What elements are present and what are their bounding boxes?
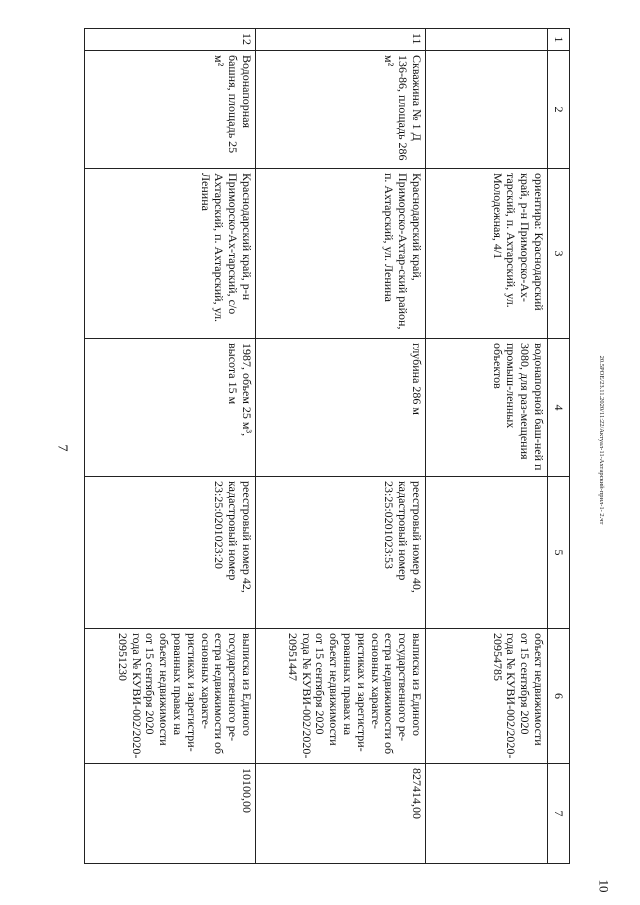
column-header: 6	[548, 629, 570, 764]
column-header: 7	[548, 764, 570, 864]
row-number-cell	[426, 29, 548, 51]
document-cell: выписка из Единого государственного ре-естра недвижимости об основных характе-ристиках и зарегистри-рованных правах на объект недвижимости от 15 сентября 2020 года № КУВИ-002/2020-20951447	[256, 629, 426, 764]
table-header-row	[548, 29, 570, 864]
column-header: 3	[548, 169, 570, 339]
footer-reference: 20.5РОЕ/23.11.2020/11:22/Актуал-11-Ахтарский-прил-1- 2.чт	[598, 355, 605, 525]
table-row	[85, 29, 256, 864]
column-header: 5	[548, 477, 570, 629]
property-register-table	[84, 28, 570, 864]
object-name-cell: Водонапорная башня, площадь 25 м²	[85, 51, 256, 169]
row-number-cell: 11	[256, 29, 426, 51]
value-cell	[426, 764, 548, 864]
row-number-cell: 12	[85, 29, 256, 51]
table-container	[85, 28, 570, 863]
value-cell: 827414,00	[256, 764, 426, 864]
address-cell: Краснодарский край, Приморско-Ахтар-ский район, п. Ахтарский, ул. Ленина	[256, 169, 426, 339]
object-name-cell: Скважина № 1 Д 136-86, площадь 286 м²	[256, 51, 426, 169]
column-header: 1	[548, 29, 570, 51]
description-cell: 1987, объем 25 м³, высота 15 м	[85, 339, 256, 477]
document-cell: объект недвижимости от 15 сентября 2020 года № КУВИ-002/2020-20954785	[426, 629, 548, 764]
table-row	[256, 29, 426, 864]
value-cell: 10100,00	[85, 764, 256, 864]
column-header: 4	[548, 339, 570, 477]
registry-cell: реестровый номер 40, кадастровый номер 23:25:0201023:53	[256, 477, 426, 629]
registry-cell	[426, 477, 548, 629]
page-number: 7	[54, 444, 70, 452]
document-cell: выписка из Единого государственного ре-естра недвижимости об основных характе-ристиках и зарегистри-рованных правах на объект недвижимости от 15 сентября 2020 года № КУВИ-002/2020-20951230	[85, 629, 256, 764]
description-cell: глубина 286 м	[256, 339, 426, 477]
description-cell: водонапорной баш-ней п 3080, для раз-мещения промыш-ленных объектов	[426, 339, 548, 477]
registry-cell: реестровый номер 42, кадастровый номер 23:25:0201023:20	[85, 477, 256, 629]
column-header: 2	[548, 51, 570, 169]
address-cell: Краснодарский край, р-н Приморско-Ах-тарский, с/о Ахтарский, п. Ахтарский, ул. Ленина	[85, 169, 256, 339]
object-name-cell	[426, 51, 548, 169]
rotated-table-frame	[85, 28, 570, 863]
table-row	[426, 29, 548, 864]
address-cell: ориентира: Краснодарский край, р-н Приморско-Ах-тарский, п. Ахтарский, ул. Молодежная, 4/1	[426, 169, 548, 339]
sheet-number: 10	[596, 879, 612, 893]
